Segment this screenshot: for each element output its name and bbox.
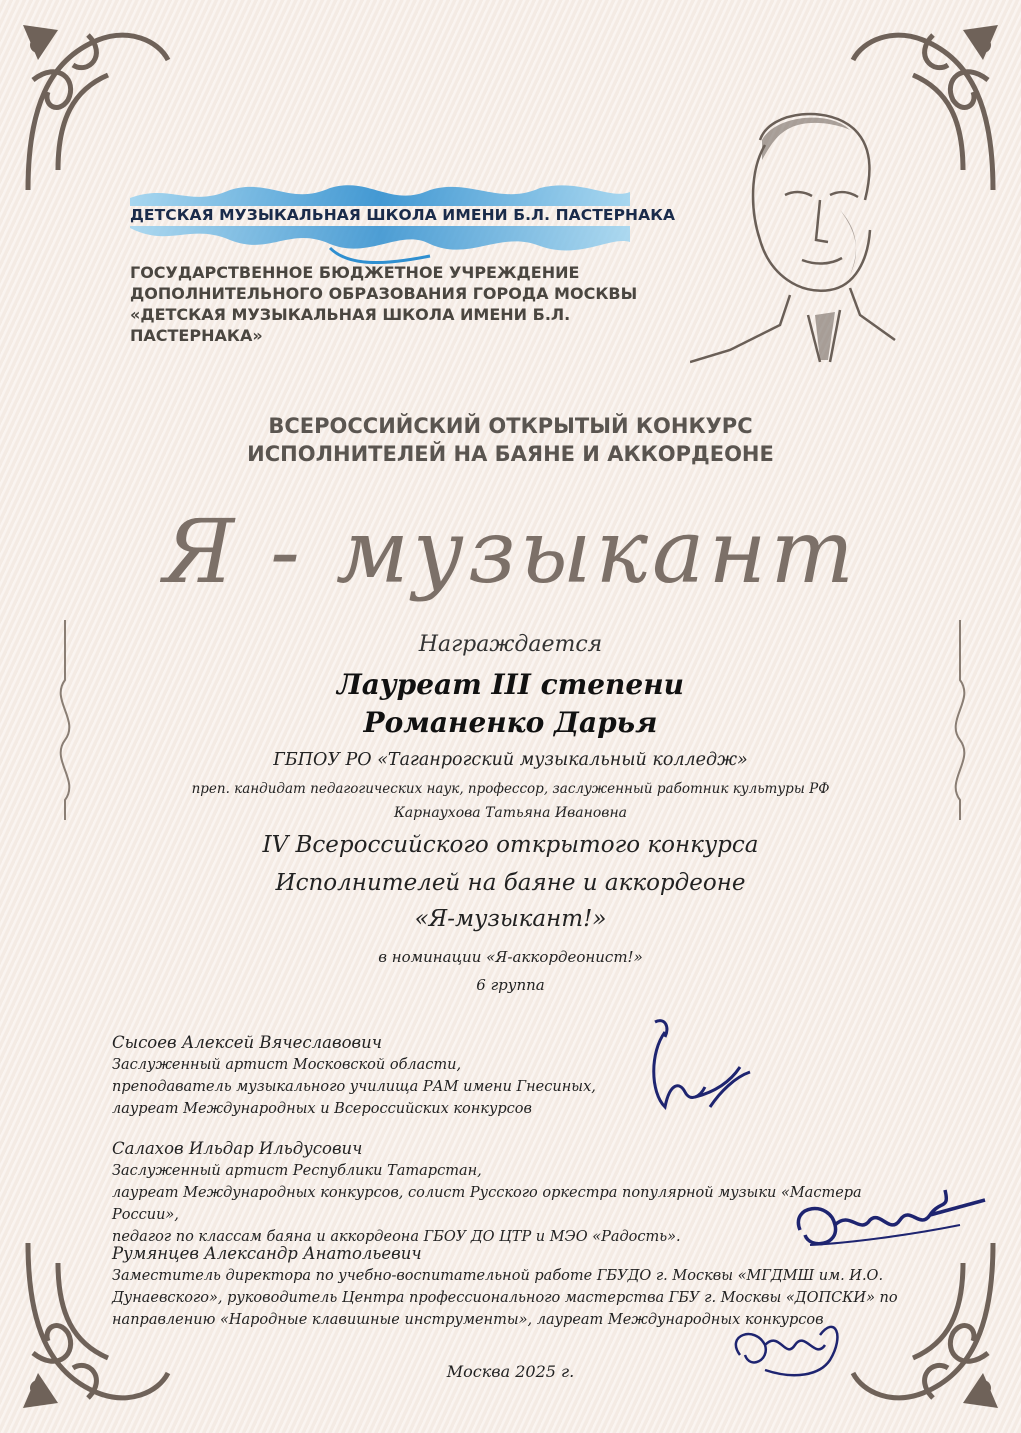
contest-line: IV Всероссийского открытого конкурса [262,832,759,858]
institution-name [130,262,690,346]
contest-header-line: ИСПОЛНИТЕЛЕЙ НА БАЯНЕ И АККОРДЕОНЕ [247,442,774,466]
juror-block [112,1032,912,1120]
college-name: ГБПОУ РО «Таганрогский музыкальный колледж» [273,750,748,770]
school-logo-text: ДЕТСКАЯ МУЗЫКАЛЬНАЯ ШКОЛА ИМЕНИ Б.Л. ПАСТЕРНАКА [130,206,676,224]
contest-header-line: ВСЕРОССИЙСКИЙ ОТКРЫТЫЙ КОНКУРС [268,414,753,438]
contest-big-title: Я - музыкант [163,500,858,603]
corner-ornament-top-left [18,20,178,200]
nomination: в номинации «Я-аккордеонист!» [378,948,643,966]
city-year: Москва 2025 г. [446,1362,575,1381]
contest-header [0,412,1021,468]
juror-name: Сысоев Алексей Вячеславович [112,1033,383,1052]
group: 6 группа [476,976,545,994]
juror-name: Салахов Ильдар Ильдусович [112,1139,363,1158]
juror-name: Румянцев Александр Анатольевич [112,1244,422,1263]
teacher-role: преп. кандидат педагогических наук, профессор, заслуженный работник культуры РФ [191,781,830,797]
institution-line: ГОСУДАРСТВЕННОЕ БЮДЖЕТНОЕ УЧРЕЖДЕНИЕ [130,263,580,282]
contest-line: «Я-музыкант!» [414,906,607,932]
signature-2 [790,1175,990,1265]
juror-title: преподаватель музыкального училища РАМ имени Гнесиных, [112,1079,596,1095]
juror-title: направлению «Народные клавишные инструменты», лауреат Международных конкурсов [112,1312,824,1328]
juror-title: лауреат Международных конкурсов, солист Русского оркестра популярной музыки «Мастера России», [112,1185,862,1223]
juror-title: педагог по классам баяна и аккордеона ГБОУ ДО ЦТР и МЭО «Радость». [112,1229,681,1245]
signature-1 [640,1012,760,1117]
laureate-degree: Лауреат III степени [336,668,685,701]
institution-line: «ДЕТСКАЯ МУЗЫКАЛЬНАЯ ШКОЛА ИМЕНИ Б.Л. ПАСТЕРНАКА» [130,305,571,345]
juror-title: Заслуженный артист Республики Татарстан, [112,1163,482,1179]
institution-line: ДОПОЛНИТЕЛЬНОГО ОБРАЗОВАНИЯ ГОРОДА МОСКВЫ [130,284,638,303]
portrait-image [690,100,900,370]
juror-title: Заместитель директора по учебно-воспитательной работе ГБУДО г. Москвы «МГДМШ им. И.О. [112,1268,884,1284]
juror-title: Дунаевского», руководитель Центра профессионального мастерства ГБУ г. Москвы «ДОПСКИ» по [112,1290,898,1306]
teacher-name: Карнаухова Татьяна Ивановна [393,805,628,821]
recipient-name: Романенко Дарья [363,706,658,739]
awarded-label: Награждается [418,632,603,657]
contest-line: Исполнителей на баяне и аккордеоне [275,870,746,896]
juror-title: лауреат Международных и Всероссийских конкурсов [112,1101,532,1117]
juror-title: Заслуженный артист Московской области, [112,1057,462,1073]
